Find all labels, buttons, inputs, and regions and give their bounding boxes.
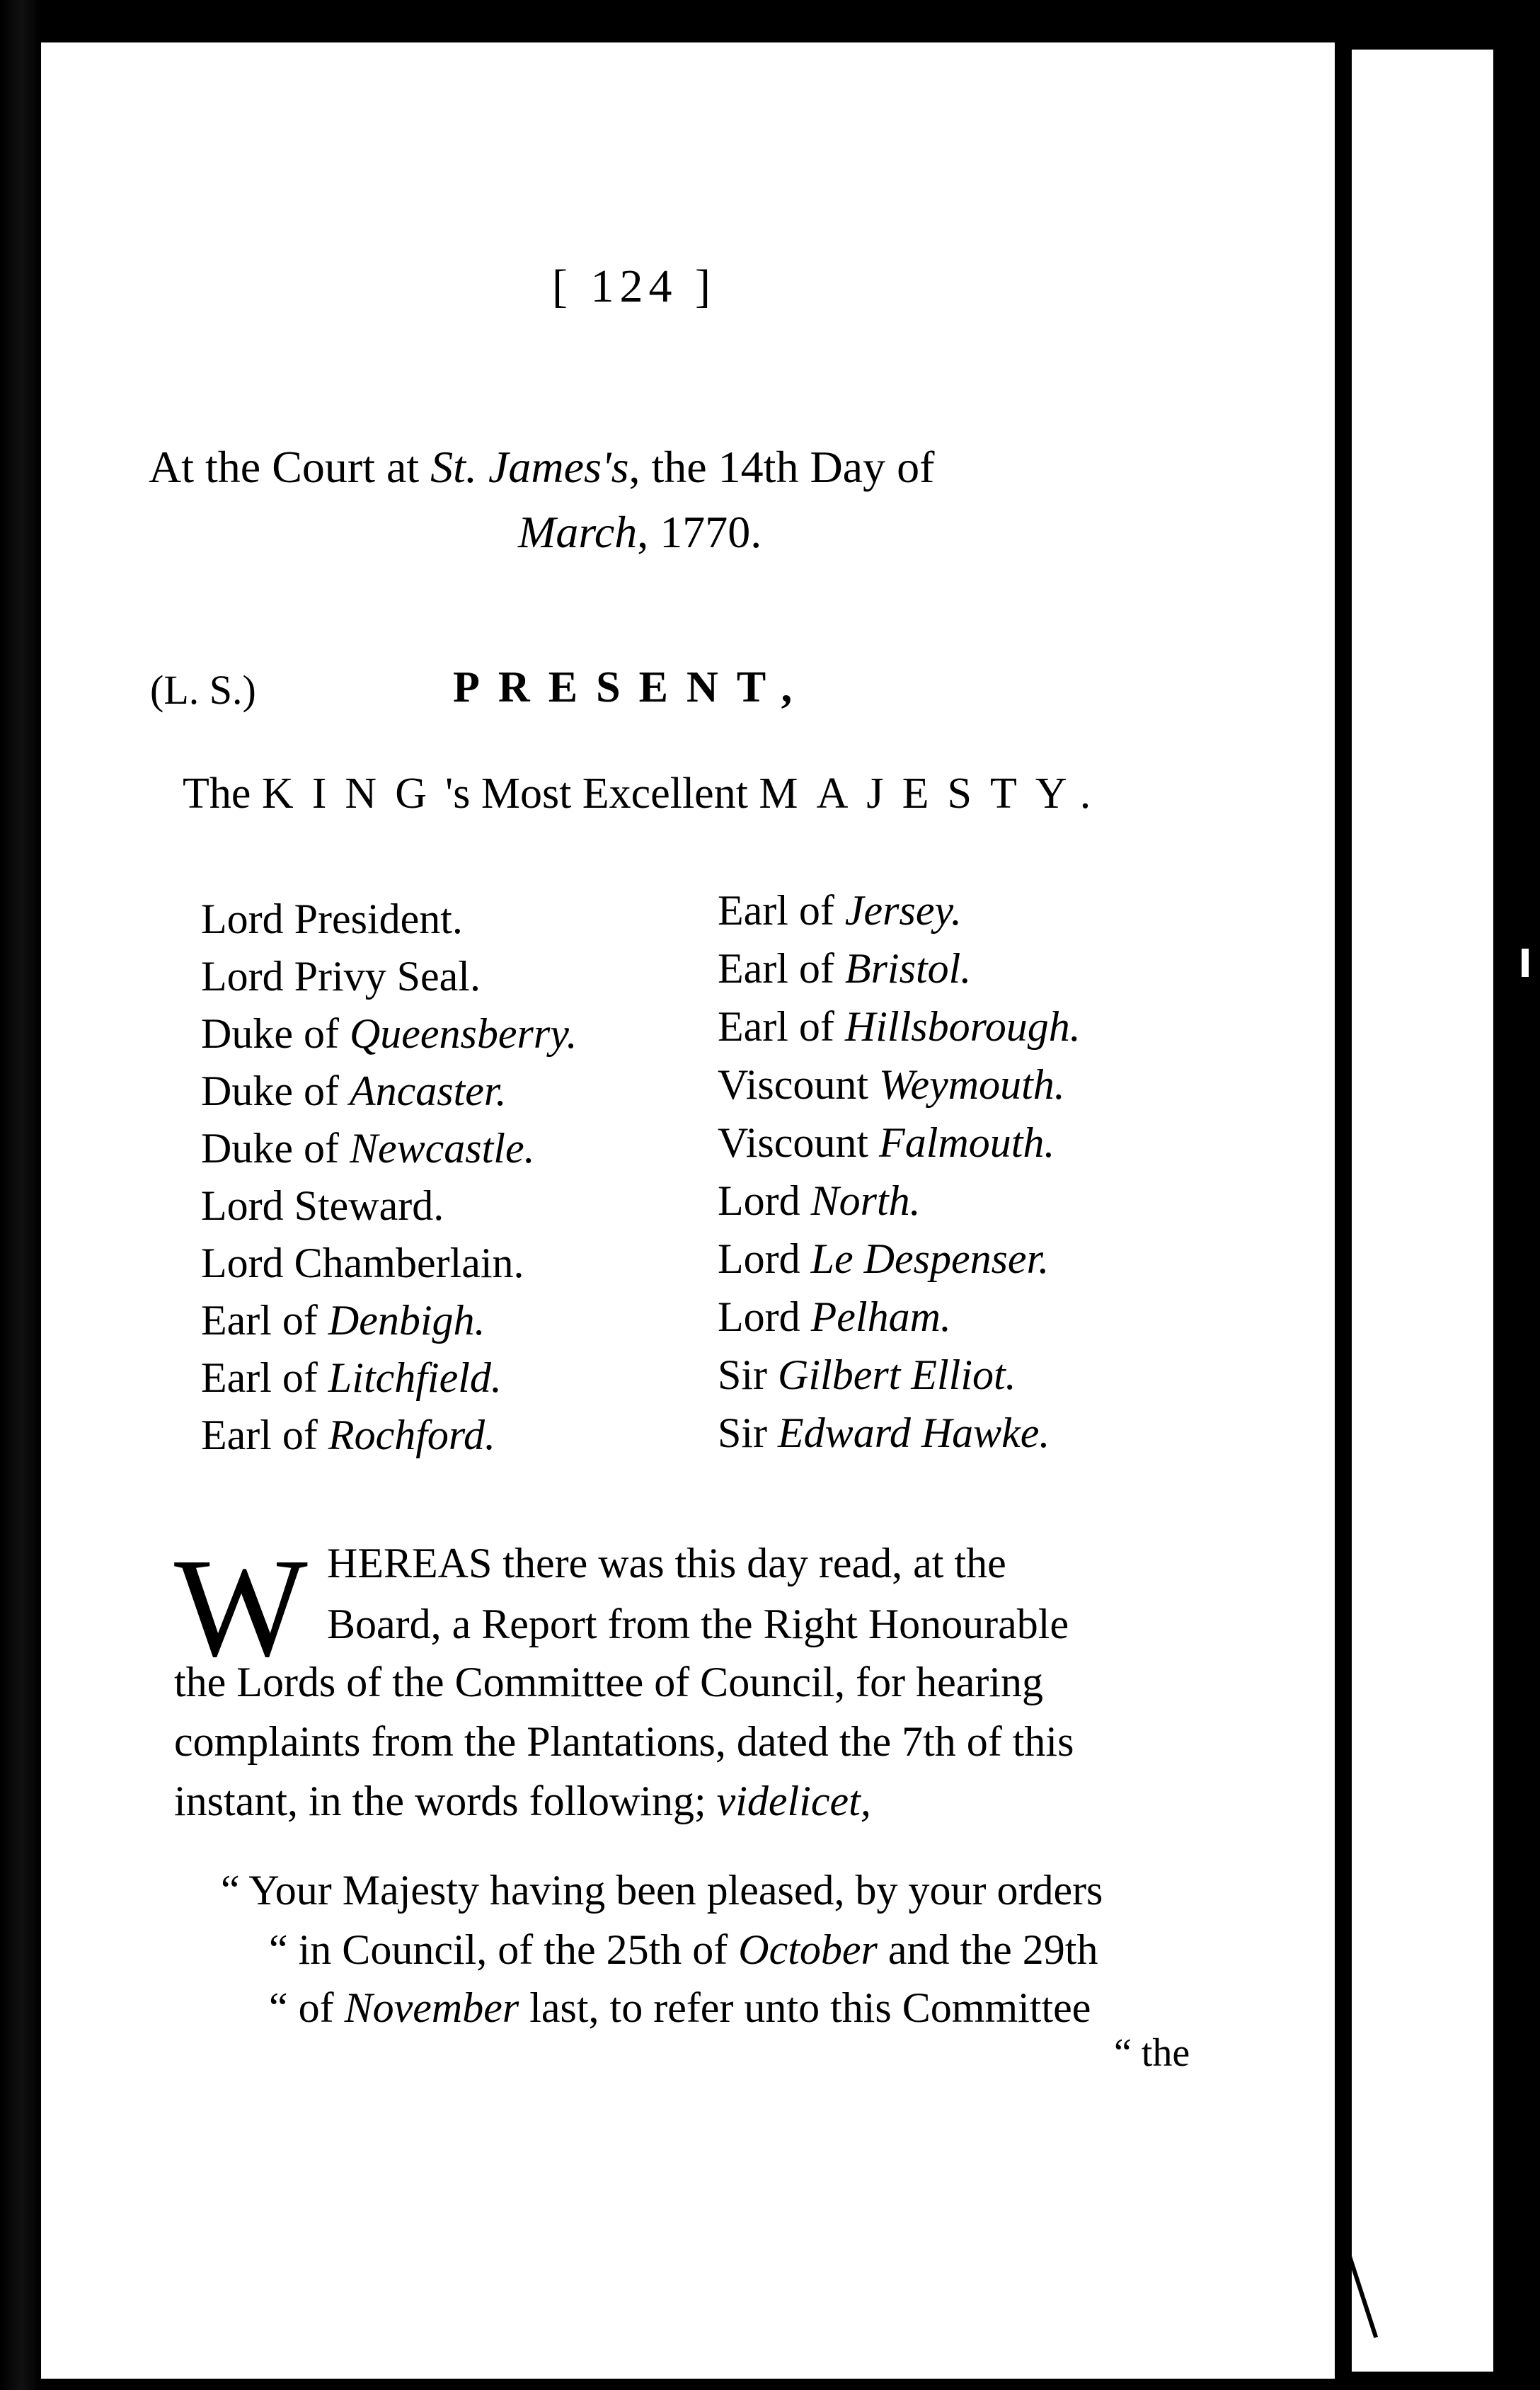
- member-row: [201, 1127, 535, 1170]
- heading-line-1: At the Court at St. James's, the 14th Day of: [149, 442, 935, 492]
- member-title: Viscount: [718, 1061, 880, 1108]
- member-name: Ancaster.: [349, 1068, 507, 1114]
- quote-line-1: “ Your Majesty having been pleased, by your orders: [221, 1867, 1103, 1914]
- member-row: [201, 1070, 507, 1112]
- member-row: [201, 1356, 502, 1399]
- member-name: Bristol.: [844, 945, 972, 992]
- seal-mark: (L. S.): [150, 667, 256, 713]
- member-title: Lord: [718, 1235, 811, 1282]
- body-line-4: complaints from the Plantations, dated the 7th of this: [174, 1718, 1074, 1765]
- member-title: Earl of: [718, 1003, 845, 1050]
- member-title: Duke of: [201, 1125, 350, 1172]
- member-row: [718, 1063, 1065, 1106]
- member-name: Newcastle.: [349, 1125, 535, 1172]
- member-title: Sir: [718, 1351, 778, 1398]
- member-row: [718, 889, 962, 932]
- member-name: Hillsborough.: [844, 1003, 1081, 1050]
- member-title: Lord: [718, 1293, 811, 1340]
- member-row: [201, 1414, 495, 1456]
- member-row: [718, 1121, 1055, 1164]
- member-name: Weymouth.: [879, 1061, 1065, 1108]
- member-title: Lord President.: [201, 896, 463, 942]
- member-name: Jersey.: [844, 887, 962, 934]
- facing-page: [1352, 50, 1493, 2372]
- member-row: [718, 947, 971, 990]
- member-row: [718, 1412, 1050, 1454]
- member-name: Pelham.: [810, 1293, 951, 1340]
- member-name: Le Despenser.: [810, 1235, 1050, 1282]
- member-row: [201, 1242, 524, 1284]
- member-title: Earl of: [201, 1354, 328, 1401]
- book-binding-edge: [0, 0, 41, 2390]
- king-line: The KING's Most Excellent MAJESTY.: [183, 770, 1110, 818]
- page-gutter: [1335, 42, 1352, 2379]
- member-title: Earl of: [718, 945, 845, 992]
- member-title: Viscount: [718, 1119, 880, 1166]
- member-title: Duke of: [201, 1068, 350, 1114]
- member-row: [201, 898, 463, 940]
- member-title: Lord Privy Seal.: [201, 953, 481, 1000]
- member-name: Gilbert Elliot.: [778, 1351, 1016, 1398]
- member-row: [718, 1237, 1049, 1280]
- member-title: Earl of: [718, 887, 845, 934]
- member-row: [201, 1299, 485, 1342]
- member-name: Falmouth.: [879, 1119, 1055, 1166]
- member-row: [718, 1179, 921, 1222]
- member-row: [718, 1005, 1081, 1048]
- member-row: [718, 1351, 1016, 1398]
- member-title: Lord Steward.: [201, 1182, 444, 1229]
- member-row: [718, 1293, 951, 1340]
- member-name: Queensberry.: [349, 1010, 578, 1057]
- body-line-1: HEREAS there was this day read, at the: [327, 1540, 1006, 1586]
- member-row: [201, 953, 481, 1000]
- member-row: [201, 1012, 578, 1055]
- member-title: Earl of: [201, 1297, 328, 1344]
- body-line-5: instant, in the words following; videlicet,: [174, 1778, 871, 1824]
- member-name: North.: [810, 1177, 921, 1224]
- quote-line-2: “ in Council, of the 25th of October and the 29th: [269, 1926, 1098, 1973]
- body-line-3: the Lords of the Committee of Council, for hearing: [174, 1659, 1044, 1705]
- member-title: Lord: [718, 1177, 811, 1224]
- member-name: Litchfield.: [328, 1354, 502, 1401]
- catchword: “ the: [1114, 2031, 1190, 2075]
- member-name: Rochford.: [328, 1412, 495, 1458]
- quote-line-3: “ of November last, to refer unto this Committee: [269, 1984, 1091, 2031]
- body-line-2: Board, a Report from the Right Honourable: [327, 1601, 1069, 1647]
- present-heading: PRESENT,: [453, 663, 811, 711]
- member-name: Denbigh.: [328, 1297, 485, 1344]
- member-title: Lord Chamberlain.: [201, 1240, 524, 1286]
- member-row: [201, 1184, 444, 1227]
- drop-cap: W: [174, 1530, 308, 1686]
- member-name: Edward Hawke.: [778, 1410, 1050, 1456]
- member-title: Sir: [718, 1410, 778, 1456]
- member-title: Earl of: [201, 1412, 328, 1458]
- facing-page-mark: [1522, 949, 1529, 977]
- facing-page-edge: [1493, 0, 1540, 2390]
- member-title: Duke of: [201, 1010, 350, 1057]
- page-number: [ 124 ]: [552, 261, 716, 312]
- heading-line-2: March, 1770.: [518, 507, 762, 557]
